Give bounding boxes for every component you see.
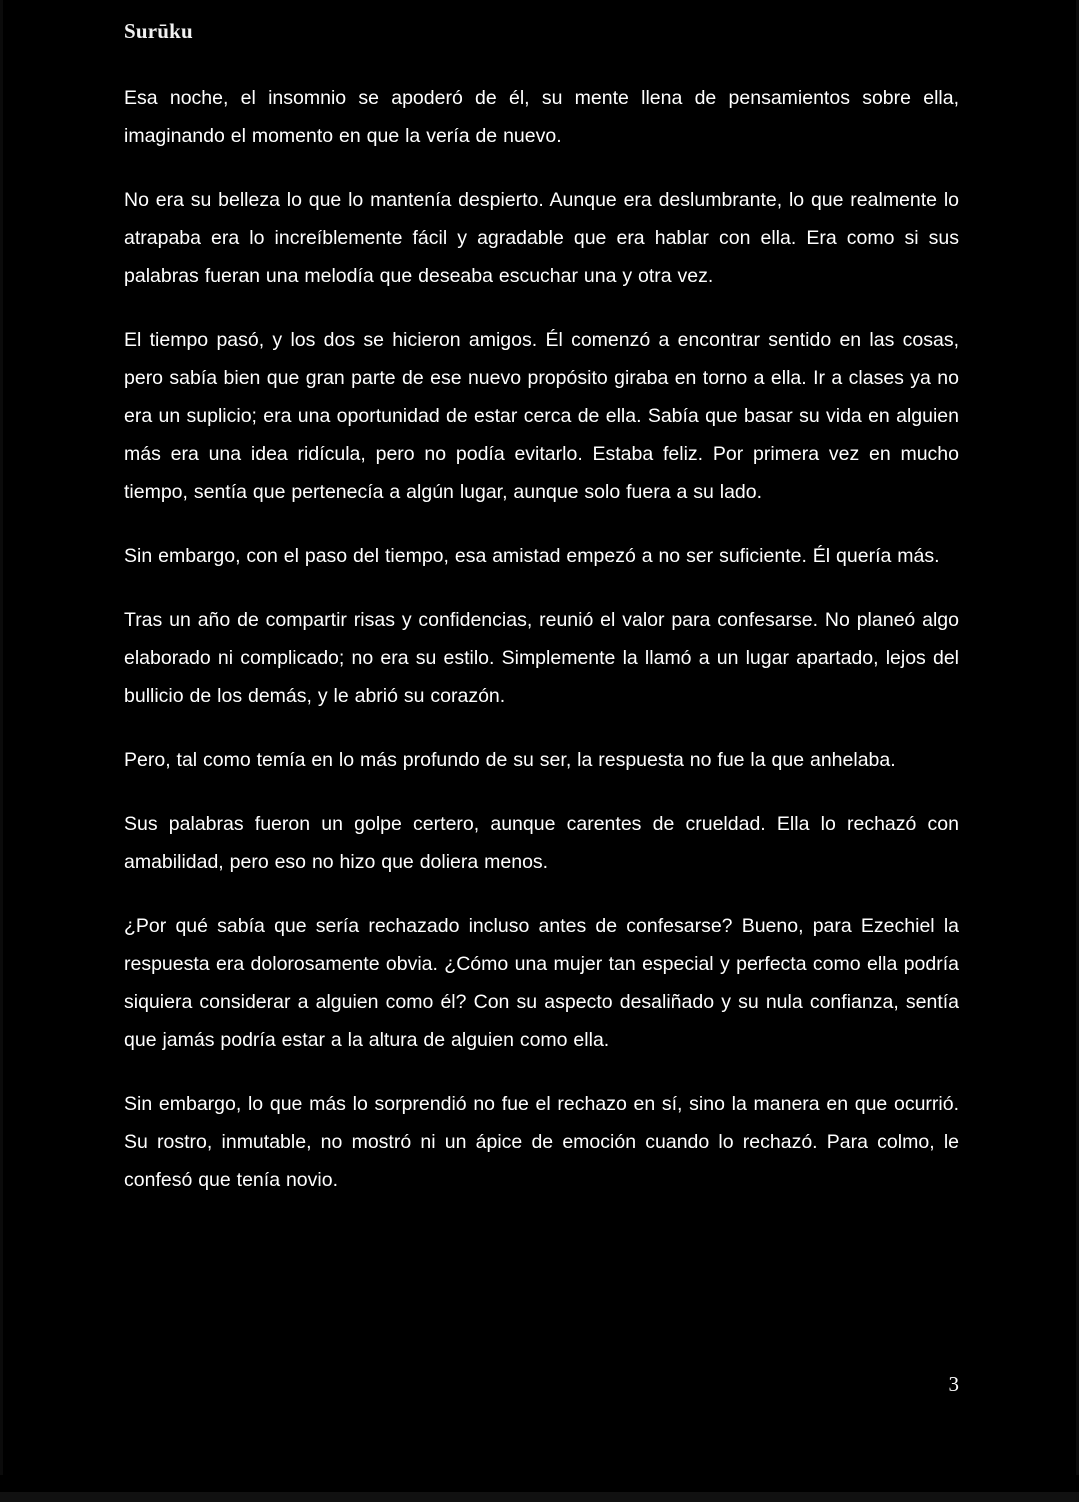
- bottom-strip: [0, 1475, 1079, 1502]
- body-paragraph: Sin embargo, con el paso del tiempo, esa amistad empezó a no ser suficiente. Él quería más.: [124, 545, 940, 568]
- bottom-bar: [0, 1492, 1079, 1502]
- body-paragraph: El tiempo pasó, y los dos se hicieron amigos. Él comenzó a encontrar sentido en las cosas, pero sabía bien que gran parte de ese nuevo propósito giraba en torno a ella. Ir a clases ya no era un suplicio; era una oportunidad de estar cerca de ella. Sabía que basar su vida en alguien más era una idea ridícula, pero no podía evitarlo. Estaba feliz. Por primera vez en mucho tiempo, sentía que pertenecía a algún lugar, aunque solo fuera a su lado.: [124, 329, 959, 504]
- body-paragraph: ¿Por qué sabía que sería rechazado incluso antes de confesarse? Bueno, para Ezechiel la respuesta era dolorosamente obvia. ¿Cómo una mujer tan especial y perfecta como ella podría siquiera considerar a alguien como él? Con su aspecto desaliñado y su nula confianza, sentía que jamás podría estar a la altura de alguien como ella.: [124, 915, 959, 1052]
- page-number: 3: [948, 1372, 959, 1396]
- body-paragraph: Tras un año de compartir risas y confidencias, reunió el valor para confesarse. No planeó algo elaborado ni complicado; no era su estilo. Simplemente la llamó a un lugar apartado, lejos del bullicio de los demás, y le abrió su corazón.: [124, 609, 959, 708]
- page-title: Surūku: [124, 19, 193, 43]
- body-paragraph: Sin embargo, lo que más lo sorprendió no fue el rechazo en sí, sino la manera en que ocurrió. Su rostro, inmutable, no mostró ni un ápice de emoción cuando lo rechazó. Para colmo, le confesó que tenía novio.: [124, 1093, 959, 1192]
- body-paragraph: Esa noche, el insomnio se apoderó de él, su mente llena de pensamientos sobre ella, imaginando el momento en que la vería de nuevo.: [124, 87, 959, 148]
- body-paragraph: No era su belleza lo que lo mantenía despierto. Aunque era deslumbrante, lo que realmente lo atrapaba era lo increíblemente fácil y agradable que era hablar con ella. Era como si sus palabras fueran una melodía que deseaba escuchar una y otra vez.: [124, 189, 959, 288]
- page-left-edge: [0, 0, 3, 1475]
- body-paragraph: Sus palabras fueron un golpe certero, aunque carentes de crueldad. Ella lo rechazó con amabilidad, pero eso no hizo que doliera menos.: [124, 813, 959, 874]
- body-paragraph: Pero, tal como temía en lo más profundo de su ser, la respuesta no fue la que anhelaba.: [124, 749, 896, 772]
